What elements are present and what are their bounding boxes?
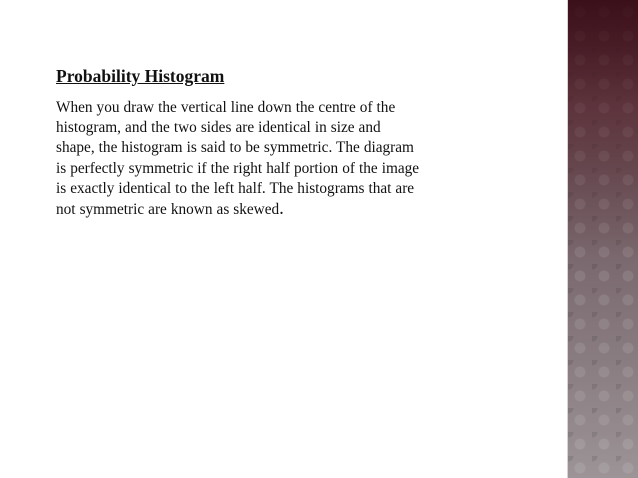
body-trailing-period: .	[279, 198, 284, 220]
body-line-1: When you draw the vertical line down the centre of the	[56, 99, 396, 116]
body-line-6	[56, 199, 486, 220]
decorative-side-panel	[568, 0, 638, 478]
body-line-2: histogram, and the two sides are identical in size and	[56, 119, 381, 137]
slide-body-text	[56, 98, 486, 220]
slide-heading: Probability Histogram	[56, 66, 225, 86]
body-line-3: shape, the histogram is said to be symmetric. The diagram	[56, 139, 414, 157]
body-line-6-text: not symmetric are known as skewed	[56, 201, 280, 219]
body-line-4: is perfectly symmetric if the right half portion of the image	[56, 159, 420, 177]
body-line-5: is exactly identical to the left half. The histograms that are	[56, 179, 415, 197]
slide-content	[56, 65, 486, 220]
